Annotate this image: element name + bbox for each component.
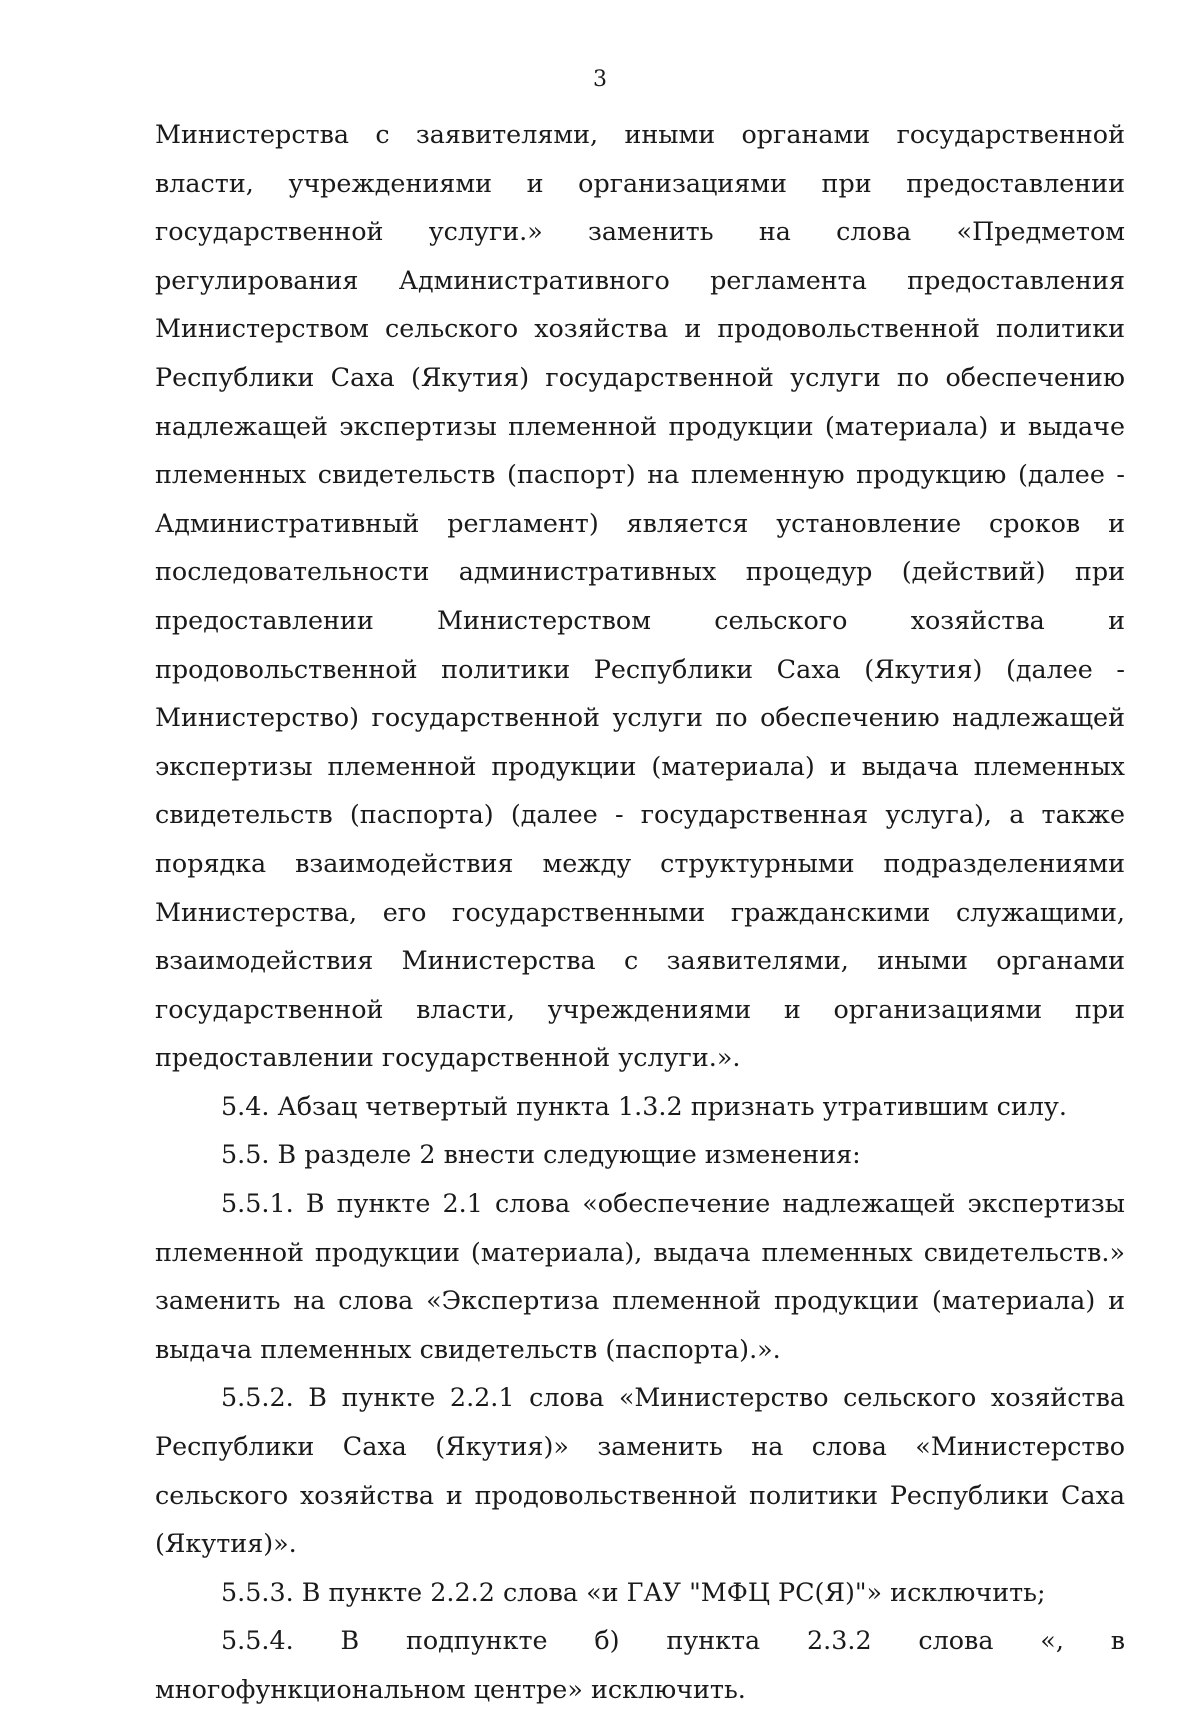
document-body xyxy=(155,110,1125,1714)
paragraph-5-5-2: 5.5.2. В пункте 2.2.1 слова «Министерство сельского хозяйства Республики Саха (Якутия)» заменить на слова «Министерство сельского хозяйства и продовольственной политики Республики Саха (Якутия)». xyxy=(155,1382,1125,1559)
paragraph-5-4: 5.4. Абзац четвертый пункта 1.3.2 признать утратившим силу. xyxy=(221,1090,1067,1121)
paragraph-5-5-4: 5.5.4. В подпункте б) пункта 2.3.2 слова «, в многофункциональном центре» исключить. xyxy=(155,1625,1125,1704)
paragraph-5-5-1: 5.5.1. В пункте 2.1 слова «обеспечение надлежащей экспертизы племенной продукции (материала), выдача племенных свидетельств.» заменить на слова «Экспертиза племенной продукции (материала) и выдача племенных свидетельств (паспорта).». xyxy=(155,1188,1125,1364)
page-number: 3 xyxy=(593,67,607,92)
paragraph-continuation: Министерства с заявителями, иными органами государственной власти, учреждениями и организациями при предоставлении государственной услуги.» заменить на слова «Предметом регулирования Административного регламента предоставления Министерством сельского хозяйства и продовольственной политики Республики Саха (Якутия) государственной услуги по обеспечению надлежащей экспертизы племенной продукции (материала) и выдаче племенных свидетельств (паспорт) на племенную продукцию (далее - Административный регламент) является установление сроков и последовательности административных процедур (действий) при предоставлении Министерством сельского хозяйства и продовольственной политики Республики Саха (Якутия) (далее - Министерство) государственной услуги по обеспечению надлежащей экспертизы племенной продукции (материала) и выдача племенных свидетельств (паспорта) (далее - государственная услуга), а также порядка взаимодействия между структурными подразделениями Министерства, его государственными гражданскими служащими, взаимодействия Министерства с заявителями, иными органами государственной власти, учреждениями и организациями при предоставлении государственной услуги.». xyxy=(155,119,1125,1073)
paragraph-5-5: 5.5. В разделе 2 внести следующие изменения: xyxy=(221,1139,861,1170)
paragraph-5-5-3: 5.5.3. В пункте 2.2.2 слова «и ГАУ "МФЦ РС(Я)"» исключить; xyxy=(221,1576,1046,1607)
